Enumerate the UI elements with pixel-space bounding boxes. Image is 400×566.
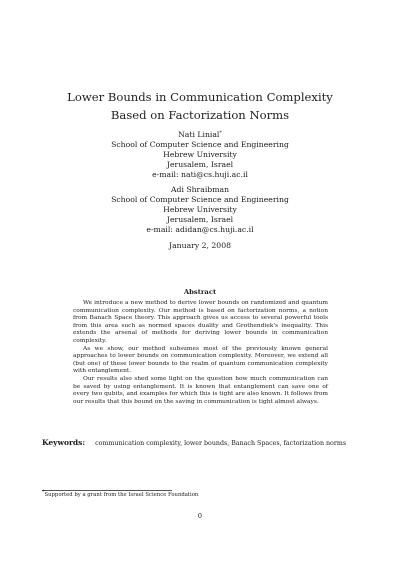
author-affiliation-location: Jerusalem, Israel bbox=[166, 160, 234, 169]
keywords-text: communication complexity, lower bounds, Banach Spaces, factorization norms bbox=[95, 440, 347, 447]
author-name: Adi Shraibman bbox=[170, 185, 230, 194]
author-block-linial bbox=[60, 130, 340, 180]
author-email: e-mail: nati@cs.huji.ac.il bbox=[152, 170, 248, 179]
paper-date: January 2, 2008 bbox=[169, 241, 231, 250]
footnote-mark: * bbox=[42, 489, 45, 495]
abstract-paragraph: We introduce a new method to derive lower bounds on randomized and quantum communication complexity. Our method is based on factorization norms, a notion from Banach Space theory. This approach gives us access to several powerful tools from this area such as normed spaces duality and Grothendiek's inequality. This extends the arsenal of methods for deriving lower bounds in communication complexity. bbox=[73, 300, 328, 344]
author-email: e-mail: adidan@cs.huji.ac.il bbox=[146, 225, 254, 234]
author-block-shraibman bbox=[60, 185, 340, 235]
author-list bbox=[60, 130, 340, 235]
footnote bbox=[42, 489, 362, 499]
abstract-body bbox=[73, 300, 328, 406]
abstract-heading: Abstract bbox=[183, 288, 217, 296]
author-affiliation-school: School of Computer Science and Engineering bbox=[111, 140, 289, 149]
abstract-paragraph: As we show, our method subsumes most of the previously known general approaches to lower bounds on communication complexity. Moreover, we extend all (but one) of these lower bounds to the realm of quantum communication complexity with entanglement. bbox=[73, 345, 328, 375]
author-affiliation-university: Hebrew University bbox=[163, 205, 237, 214]
footnote-divider bbox=[42, 490, 172, 491]
author-affiliation-location: Jerusalem, Israel bbox=[166, 215, 234, 224]
author-name-line bbox=[60, 130, 340, 140]
paper-title: Lower Bounds in Communication Complexity Based on Factorization Norms bbox=[67, 90, 333, 122]
author-footnote-mark: * bbox=[219, 130, 222, 136]
author-affiliation-school: School of Computer Science and Engineering bbox=[111, 195, 289, 204]
footnote-text: Supported by a grant from the Israel Science Foundation bbox=[44, 492, 199, 498]
keywords-line bbox=[42, 438, 362, 448]
author-name: Nati Linial bbox=[178, 130, 220, 139]
keywords-label: Keywords: bbox=[42, 438, 86, 447]
abstract-paragraph: Our results also shed some light on the question how much communication can be saved by using entanglement. It is known that entanglement can save one of every two qubits, and examples for which this is tight are also known. It follows from our results that this bound on the saving in communication is tight almost always. bbox=[73, 375, 328, 405]
author-affiliation-university: Hebrew University bbox=[163, 150, 237, 159]
page-number: 0 bbox=[197, 512, 203, 520]
